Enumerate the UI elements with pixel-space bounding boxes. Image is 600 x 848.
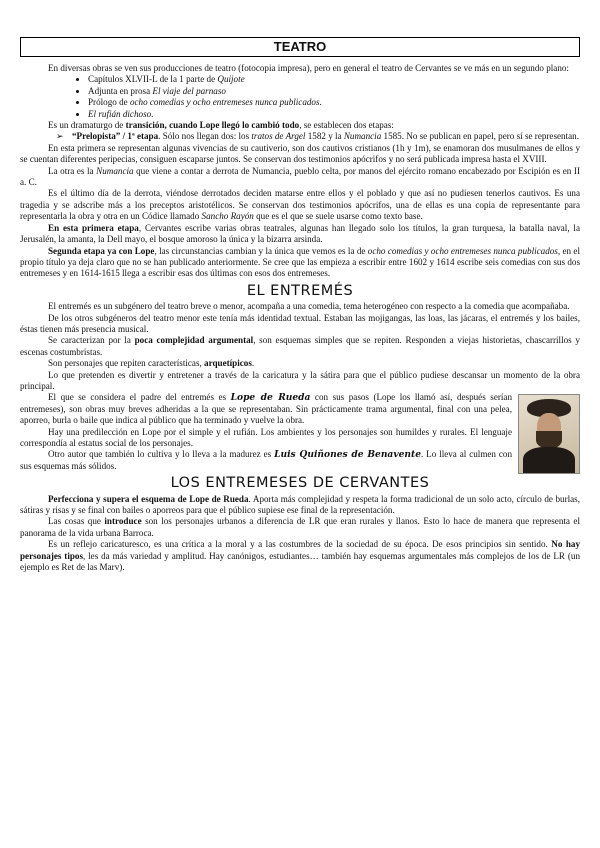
section-heading-cervantes: LOS ENTREMESES DE CERVANTES (170, 475, 430, 492)
entremes-paragraph: Otro autor que también lo cultiva y lo lleva a la madurez es Luis Quiñones de Benavente. Lo lleva al culmen con sus esquemas más sólidos. (20, 449, 513, 471)
cervantes-paragraph: Perfecciona y supera el esquema de Lope de Rueda. Aporta más complejidad y respeta la forma tradicional de un solo acto, círculo de burlas, sátiras y risas y se final con bailes o aporreos para que el público supiese ese final de la representación. (20, 493, 580, 516)
entremes-paragraph: Son personajes que repiten características, arquetípicos. (48, 358, 255, 369)
stage-one-item: ➢ “Prelopista” / 1ª etapa. Sólo nos llegan dos: los tratos de Argel 1582 y la Numancia 1585. No se publican en papel, pero sí se representan. (56, 131, 579, 142)
portrait-image (518, 394, 580, 474)
paragraph-second-stage: Segunda etapa ya con Lope, las circunstancias cambian y la única que vemos es la de ocho comedias y ocho entremeses nunca publicados, en el propio título ya deja claro que no se han publicado anteriormente. Se cree que las empieza a escribir entre 1602 y 1614 escribe seis comedias con sus dos entremeses y en 1614-1615 llega a escribir esas dos últimas con esos dos entremeses. (20, 245, 580, 279)
works-list (20, 74, 580, 120)
entremes-paragraph: El que se considera el padre del entremés es Lope de Rueda con sus pasos (Lope los llamó así, después serían entremeses), son obras muy breves adheridas a la que se representaban. Sin prácticamente trama argumental, final con una pelea, aporreo, burla o baile que indica al público que ha terminado y vuelve la obra. (20, 392, 512, 426)
list-item: • Prólogo de ocho comedias y ocho entremeses nunca publicados. (88, 97, 580, 108)
cervantes-paragraph: Es un reflejo caricaturesco, es una crítica a la moral y a las costumbres de la sociedad de su época. De esos principios sin sentido. No hay personajes tipos, les da más variedad y amplitud. Hay canónigos, estudiantes… también hay esquemas argumentales más complejos de los de LR (un ejemplo es Ret de las Marv). (20, 539, 580, 573)
cervantes-paragraph: Las cosas que introduce son los personajes urbanos a diferencia de LR que eran rurales y llanos. Esto lo hace de manera que representa el panorama de la vida urbana Barroca. (20, 516, 580, 538)
paragraph-defeat: Es el último día de la derrota, viéndose derrotados deciden matarse entre ellos y el poblado y que así no pudiesen tenerlos cautivos. Es una tragedia y se adscribe más a los preceptos aristotélicos. Se conservan dos testimonios apócrifos, una de ellas es una copia de representante para representarla la obra y otra en un Códice llamado Sancho Rayón que es el que se suele usarse como texto base. (20, 188, 580, 222)
page-title-text: TEATRO (273, 39, 327, 55)
entremes-paragraph: De los otros subgéneros del teatro menor este tenía más identidad textual. Estaban las mojigangas, las loas, las jácaras, el entremés y los bailes, éstas tienen más presencia musical. (20, 312, 580, 334)
paragraph-first-stage: En esta primera etapa, Cervantes escribe varias obras teatrales, algunas han llegado solo los títulos, la gran turquesa, la batalla naval, la Jerusalén, la amanta, la Dell mayo, el bosque amoroso la única y la bizarra arsinda. (20, 222, 580, 245)
list-item: • Adjunta en prosa El viaje del parnaso (88, 86, 580, 97)
arrow-icon: ➢ (56, 131, 64, 142)
transition-paragraph: Es un dramaturgo de transición, cuando Lope llegó lo cambió todo, se establecen dos etapas: (48, 120, 394, 131)
entremes-paragraph: El entremés es un subgénero del teatro breve o menor, acompaña a una comedia, tema heterogéneo con respecto a la comedia que acompañaba. (48, 301, 570, 312)
list-item: • Capítulos XLVII-L de la 1 parte de Quijote (88, 74, 580, 85)
entremes-paragraph: Hay una predilección en Lope por el simple y el rufián. Los ambientes y los personajes son humildes y rurales. El lenguaje correspondía al estatus social de los personajes. (20, 426, 512, 448)
page-title (20, 37, 580, 57)
document-page (20, 0, 580, 573)
paragraph-captivity: En esta primera se representan algunas vivencias de su cautiverio, son dos cautivos cristianos (1h y 1m), se enamoran dos musulmanes de ellos y se cuentan diferentes peripecias, consiguen escaparse juntos. Se conservan dos testimonios apócrifos y no será publicada impresa hasta el XVIII. (20, 142, 580, 165)
entremes-paragraph: Se caracterizan por la poca complejidad argumental, son esquemas simples que se repiten. Responden a viejas historietas, chascarrillos y escenas costumbristas. (20, 335, 580, 357)
entremes-paragraph: Lo que pretenden es divertir y entretener a través de la caricatura y la sátira para que el público pudiese descansar un momento de la obra principal. (20, 369, 580, 391)
section-heading-entremes: EL ENTREMÉS (246, 282, 354, 299)
intro-paragraph: En diversas obras se ven sus producciones de teatro (fotocopia impresa), pero en general el teatro de Cervantes se ve más en un segundo plano: (48, 63, 569, 73)
list-item: • El rufián dichoso. (88, 109, 580, 120)
paragraph-numancia: La otra es la Numancia que viene a contar a derrota de Numancia, pueblo celta, por manos del ejército romano encabezado por Escipión es en II a. C. (20, 165, 580, 188)
